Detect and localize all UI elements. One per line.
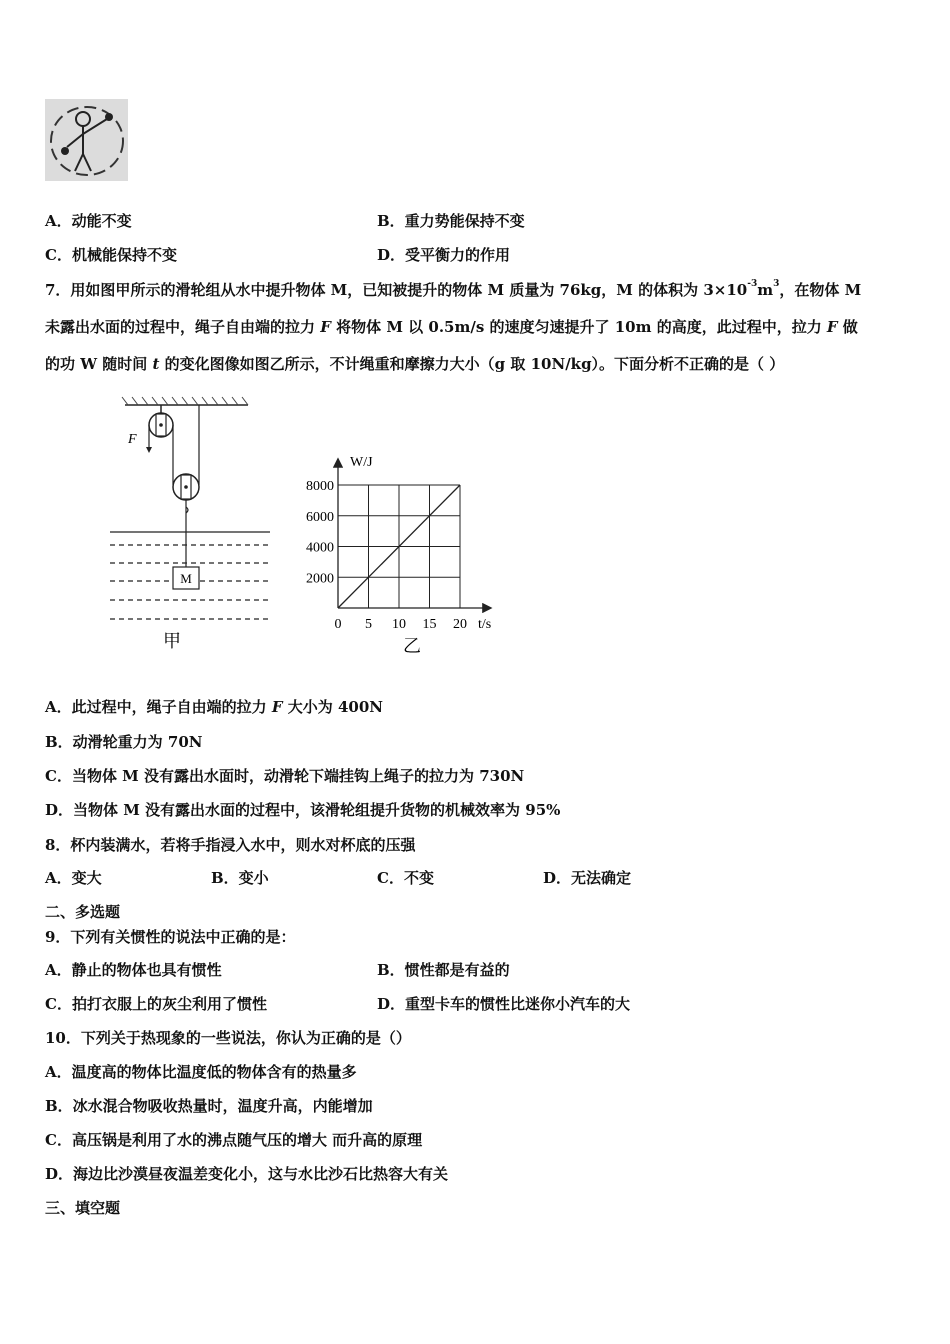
q7-stem-line1: 7．用如图甲所示的滑轮组从水中提升物体 M，已知被提升的物体 M 质量为 76kg，M 的体积为 $3\times 10^{-3}m^3$，在物体 M: [45, 279, 862, 299]
q7-stem-line3: 的功 W 随时间 t 的变化图像如图乙所示，不计绳重和摩擦力大小（g 取 10N/kg）。下面分析不正确的是（ ）: [45, 355, 785, 373]
q8-stem: 8．杯内装满水，若将手指浸入水中，则水对杯底的压强: [45, 836, 416, 854]
q9-stem: 9．下列有关惯性的说法中正确的是：: [45, 928, 296, 946]
section-fill-blank: 三、填空题: [45, 1199, 121, 1217]
q8-option-b: B．变小: [211, 869, 269, 887]
q6-option-d: D．受平衡力的作用: [377, 246, 511, 264]
x-tick-label: 15: [422, 617, 437, 632]
y-tick-label: 2000: [306, 571, 334, 587]
x-tick-label: 0: [334, 617, 342, 632]
x-axis-label: t/s: [478, 617, 492, 632]
figure-caption-right: 乙: [403, 636, 421, 656]
force-label: F: [128, 432, 137, 447]
q8-option-c: C．不变: [377, 869, 434, 887]
q10-option-b: B．冰水混合物吸收热量时，温度升高，内能增加: [45, 1097, 373, 1115]
q10-stem: 10．下列关于热现象的一些说法，你认为正确的是（）: [45, 1029, 411, 1047]
x-tick-label: 10: [392, 617, 406, 632]
q9-option-b: B．惯性都是有益的: [377, 961, 510, 979]
y-tick-label: 4000: [306, 540, 334, 556]
pulley-diagram: [100, 395, 280, 664]
q9-option-a: A．静止的物体也具有惯性: [45, 961, 222, 979]
y-tick-label: 8000: [306, 479, 334, 494]
q6-option-b: B．重力势能保持不变: [377, 212, 525, 230]
section-multi-choice: 二、多选题: [45, 903, 121, 921]
q7-option-b: B．动滑轮重力为 70N: [45, 733, 203, 751]
q7-option-c: C．当物体 M 没有露出水面时，动滑轮下端挂钩上绳子的拉力为 730N: [45, 767, 525, 785]
q10-option-d: D．海边比沙漠昼夜温差变化小，这与水比沙石比热容大有关: [45, 1165, 449, 1183]
y-axis-label: W/J: [350, 455, 373, 470]
q8-option-d: D．无法确定: [543, 869, 632, 887]
x-tick-label: 20: [453, 617, 467, 632]
y-tick-label: 6000: [306, 509, 334, 525]
q7-option-d: D．当物体 M 没有露出水面的过程中，该滑轮组提升货物的机械效率为 95%: [45, 801, 561, 819]
q10-option-c: C．高压锅是利用了水的沸点随气压的增大 而升高的原理: [45, 1131, 423, 1149]
q8-option-a: A．变大: [45, 869, 102, 887]
x-tick-label: 5: [365, 617, 372, 632]
work-time-graph: [290, 450, 505, 664]
q7-stem-line2: 未露出水面的过程中，绳子自由端的拉力 F 将物体 M 以 0.5m/s 的速度匀速提升了 10m 的高度，此过程中，拉力 F 做: [45, 318, 858, 336]
q7-option-a: A．此过程中，绳子自由端的拉力 F 大小为 400N: [45, 698, 383, 716]
q9-option-d: D．重型卡车的惯性比迷你小汽车的大: [377, 995, 631, 1013]
q6-option-c: C．机械能保持不变: [45, 246, 177, 264]
figure-caption-left: 甲: [163, 631, 181, 651]
hammer-throw-figure: [45, 99, 128, 181]
q6-option-a: A．动能不变: [45, 212, 132, 230]
box-label: M: [180, 571, 192, 586]
q10-option-a: A．温度高的物体比温度低的物体含有的热量多: [45, 1063, 357, 1081]
q9-option-c: C．拍打衣服上的灰尘利用了惯性: [45, 995, 267, 1013]
